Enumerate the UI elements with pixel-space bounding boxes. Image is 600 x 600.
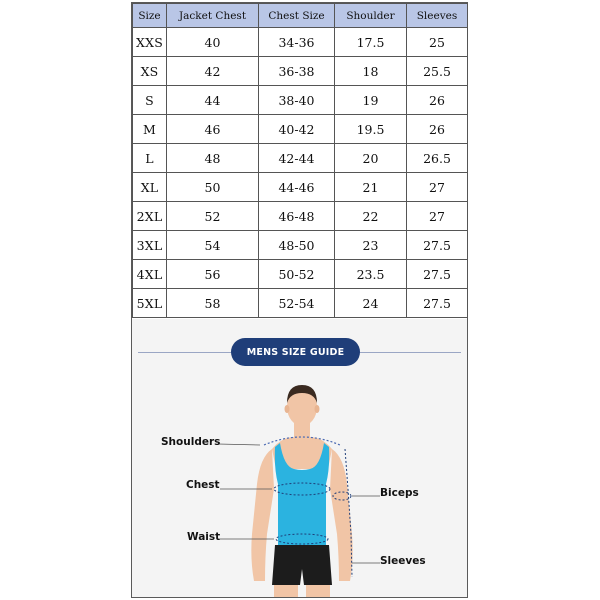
cell-shoulder: 24 <box>335 289 407 318</box>
cell-sleeves: 27.5 <box>407 260 468 289</box>
cell-chest-size: 40-42 <box>259 115 335 144</box>
cell-size: L <box>133 144 167 173</box>
header-sleeves: Sleeves <box>407 4 468 28</box>
cell-sleeves: 27 <box>407 202 468 231</box>
shoulders-label: Shoulders <box>161 436 221 448</box>
cell-sleeves: 26.5 <box>407 144 468 173</box>
cell-chest-size: 38-40 <box>259 86 335 115</box>
cell-chest-size: 34-36 <box>259 28 335 57</box>
cell-jacket-chest: 58 <box>167 289 259 318</box>
cell-size: 3XL <box>133 231 167 260</box>
cell-shoulder: 18 <box>335 57 407 86</box>
cell-sleeves: 27.5 <box>407 231 468 260</box>
size-table <box>132 3 468 318</box>
cell-jacket-chest: 46 <box>167 115 259 144</box>
cell-sleeves: 25.5 <box>407 57 468 86</box>
cell-jacket-chest: 40 <box>167 28 259 57</box>
cell-jacket-chest: 42 <box>167 57 259 86</box>
table-row <box>133 28 468 57</box>
cell-shoulder: 21 <box>335 173 407 202</box>
table-row <box>133 202 468 231</box>
cell-jacket-chest: 56 <box>167 260 259 289</box>
cell-chest-size: 44-46 <box>259 173 335 202</box>
table-row <box>133 57 468 86</box>
table-row <box>133 86 468 115</box>
cell-jacket-chest: 52 <box>167 202 259 231</box>
cell-size: S <box>133 86 167 115</box>
size-guide-panel <box>132 319 467 597</box>
cell-jacket-chest: 44 <box>167 86 259 115</box>
cell-jacket-chest: 48 <box>167 144 259 173</box>
cell-chest-size: 48-50 <box>259 231 335 260</box>
cell-shoulder: 23.5 <box>335 260 407 289</box>
right-arm-shape <box>330 449 353 581</box>
cell-chest-size: 50-52 <box>259 260 335 289</box>
right-ear-shape <box>315 405 320 413</box>
cell-jacket-chest: 50 <box>167 173 259 202</box>
header-size: Size <box>133 4 167 28</box>
size-chart-sheet <box>131 2 468 598</box>
cell-chest-size: 36-38 <box>259 57 335 86</box>
cell-shoulder: 19.5 <box>335 115 407 144</box>
cell-shoulder: 20 <box>335 144 407 173</box>
cell-chest-size: 52-54 <box>259 289 335 318</box>
cell-sleeves: 27.5 <box>407 289 468 318</box>
table-header-row <box>133 4 468 28</box>
cell-shoulder: 19 <box>335 86 407 115</box>
cell-sleeves: 26 <box>407 115 468 144</box>
cell-sleeves: 25 <box>407 28 468 57</box>
shorts-shape <box>272 545 332 585</box>
waist-label: Waist <box>187 531 221 543</box>
cell-chest-size: 42-44 <box>259 144 335 173</box>
table-row <box>133 289 468 318</box>
shoulders-leader-line <box>218 444 260 445</box>
cell-size: 4XL <box>133 260 167 289</box>
cell-chest-size: 46-48 <box>259 202 335 231</box>
cell-size: M <box>133 115 167 144</box>
cell-sleeves: 26 <box>407 86 468 115</box>
cell-size: 5XL <box>133 289 167 318</box>
left-arm-shape <box>251 449 274 581</box>
size-guide-title: MENS SIZE GUIDE <box>231 338 360 366</box>
chest-label: Chest <box>186 479 220 491</box>
sleeves-label: Sleeves <box>380 555 426 567</box>
cell-size: XXS <box>133 28 167 57</box>
table-row <box>133 144 468 173</box>
cell-shoulder: 22 <box>335 202 407 231</box>
header-chest-size: Chest Size <box>259 4 335 28</box>
biceps-label: Biceps <box>380 487 419 499</box>
table-row <box>133 173 468 202</box>
cell-shoulder: 23 <box>335 231 407 260</box>
cell-shoulder: 17.5 <box>335 28 407 57</box>
table-row <box>133 260 468 289</box>
header-jacket-chest: Jacket Chest <box>167 4 259 28</box>
table-row <box>133 231 468 260</box>
cell-size: 2XL <box>133 202 167 231</box>
cell-size: XS <box>133 57 167 86</box>
cell-sleeves: 27 <box>407 173 468 202</box>
header-shoulder: Shoulder <box>335 4 407 28</box>
cell-size: XL <box>133 173 167 202</box>
table-row <box>133 115 468 144</box>
cell-jacket-chest: 54 <box>167 231 259 260</box>
left-ear-shape <box>285 405 290 413</box>
